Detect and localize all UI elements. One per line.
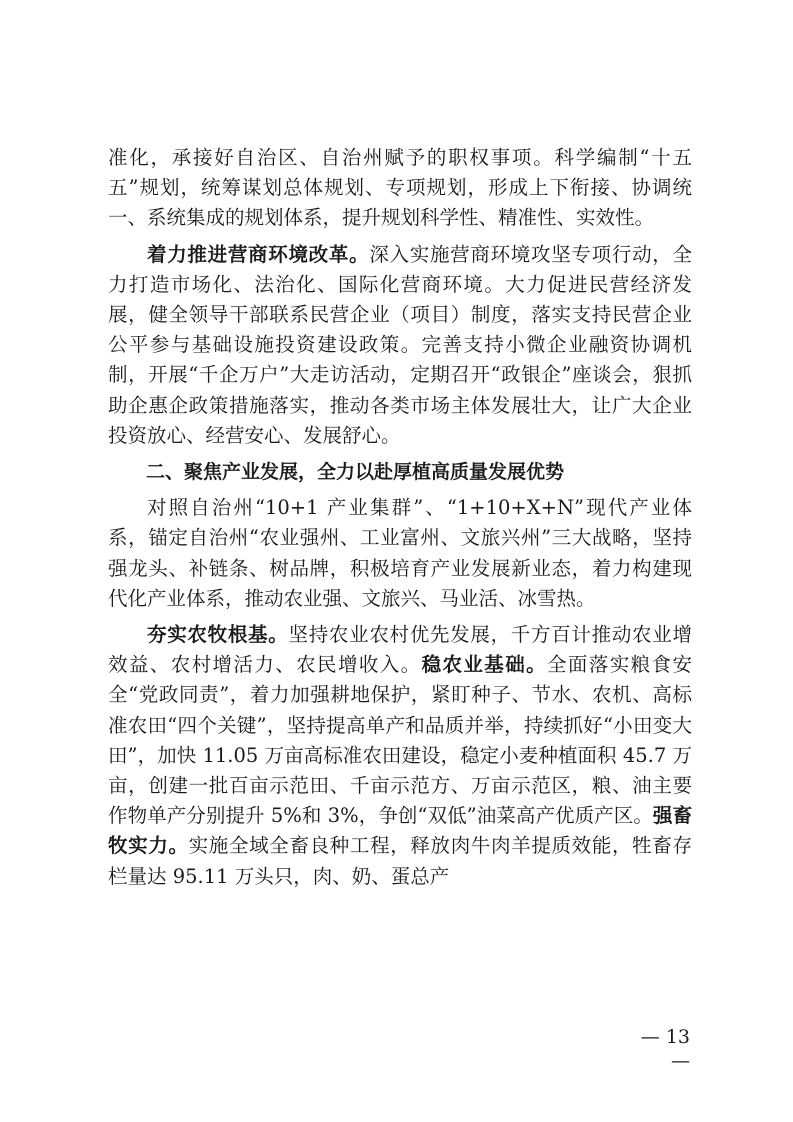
paragraph-text: 深入实施营商环境攻坚专项行动，全力打造市场化、法治化、国际化营商环境。大力促进民营经济发展，健全领导干部联系民营企业（项目）制度，落实支持民营企业公平参与基础设施投资建设政策。完善支持小微企业融资协调机制，开展“千企万户”大走访活动，定期召开“政银企”座谈会，狠抓助企惠企政策措施落实，推动各类市场主体发展壮大，让广大企业投资放心、经营安心、发展舒心。	[108, 242, 692, 447]
paragraph-lead: 夯实农牧根基。	[147, 623, 289, 647]
paragraph-text: 对照自治州“10+1 产业集群”、“1+10+X+N”现代产业体系，锚定自治州“农业强州、工业富州、文旅兴州”三大战略，坚持强龙头、补链条、树品牌，积极培育产业发展新业态，着力构建现代化产业体系，推动农业强、文旅兴、马业活、冰雪热。	[108, 496, 692, 610]
document-body	[108, 143, 692, 892]
paragraph-text: 实施全域全畜良种工程，释放肉牛肉羊提质效能，牲畜存栏量达 95.11 万头只，肉、奶、蛋总产	[108, 834, 692, 888]
paragraph-text: 坚持农业农村优先发展，千方百计推动农业增效益、农村增活力、农民增收入。	[108, 623, 692, 677]
paragraph-text: 全面落实粮食安全“党政同责”，着力加强耕地保护，紧盯种子、节水、农机、高标准农田“四个关键”，坚持提高单产和品质并举，持续抓好“小田变大田”，加快 11.05 万亩高标准农田建设，稳定小麦种植面积 45.7 万亩，创建一批百亩示范田、千亩示范方、万亩示范区，粮、油主要作物单产分别提升 5%和 3%，争创“双低”油菜高产优质产区。	[108, 653, 692, 828]
paragraph-subhead: 稳农业基础。	[421, 653, 548, 677]
paragraph-business-environment	[108, 240, 692, 451]
paragraph-agriculture	[108, 620, 692, 892]
paragraph-subhead: 强畜牧实力。	[108, 804, 692, 858]
paragraph-continuation	[108, 143, 692, 234]
section-heading: 二、聚焦产业发展，全力以赴厚植高质量发展优势	[146, 461, 565, 484]
paragraph-text: 准化，承接好自治区、自治州赋予的职权事项。科学编制“十五五”规划，统筹谋划总体规划、专项规划，形成上下衔接、协调统一、系统集成的规划体系，提升规划科学性、精准性、实效性。	[108, 146, 692, 230]
paragraph-lead: 着力推进营商环境改革。	[147, 242, 370, 266]
page-number: — 13 —	[640, 1026, 690, 1072]
paragraph-industry-system	[108, 493, 692, 614]
